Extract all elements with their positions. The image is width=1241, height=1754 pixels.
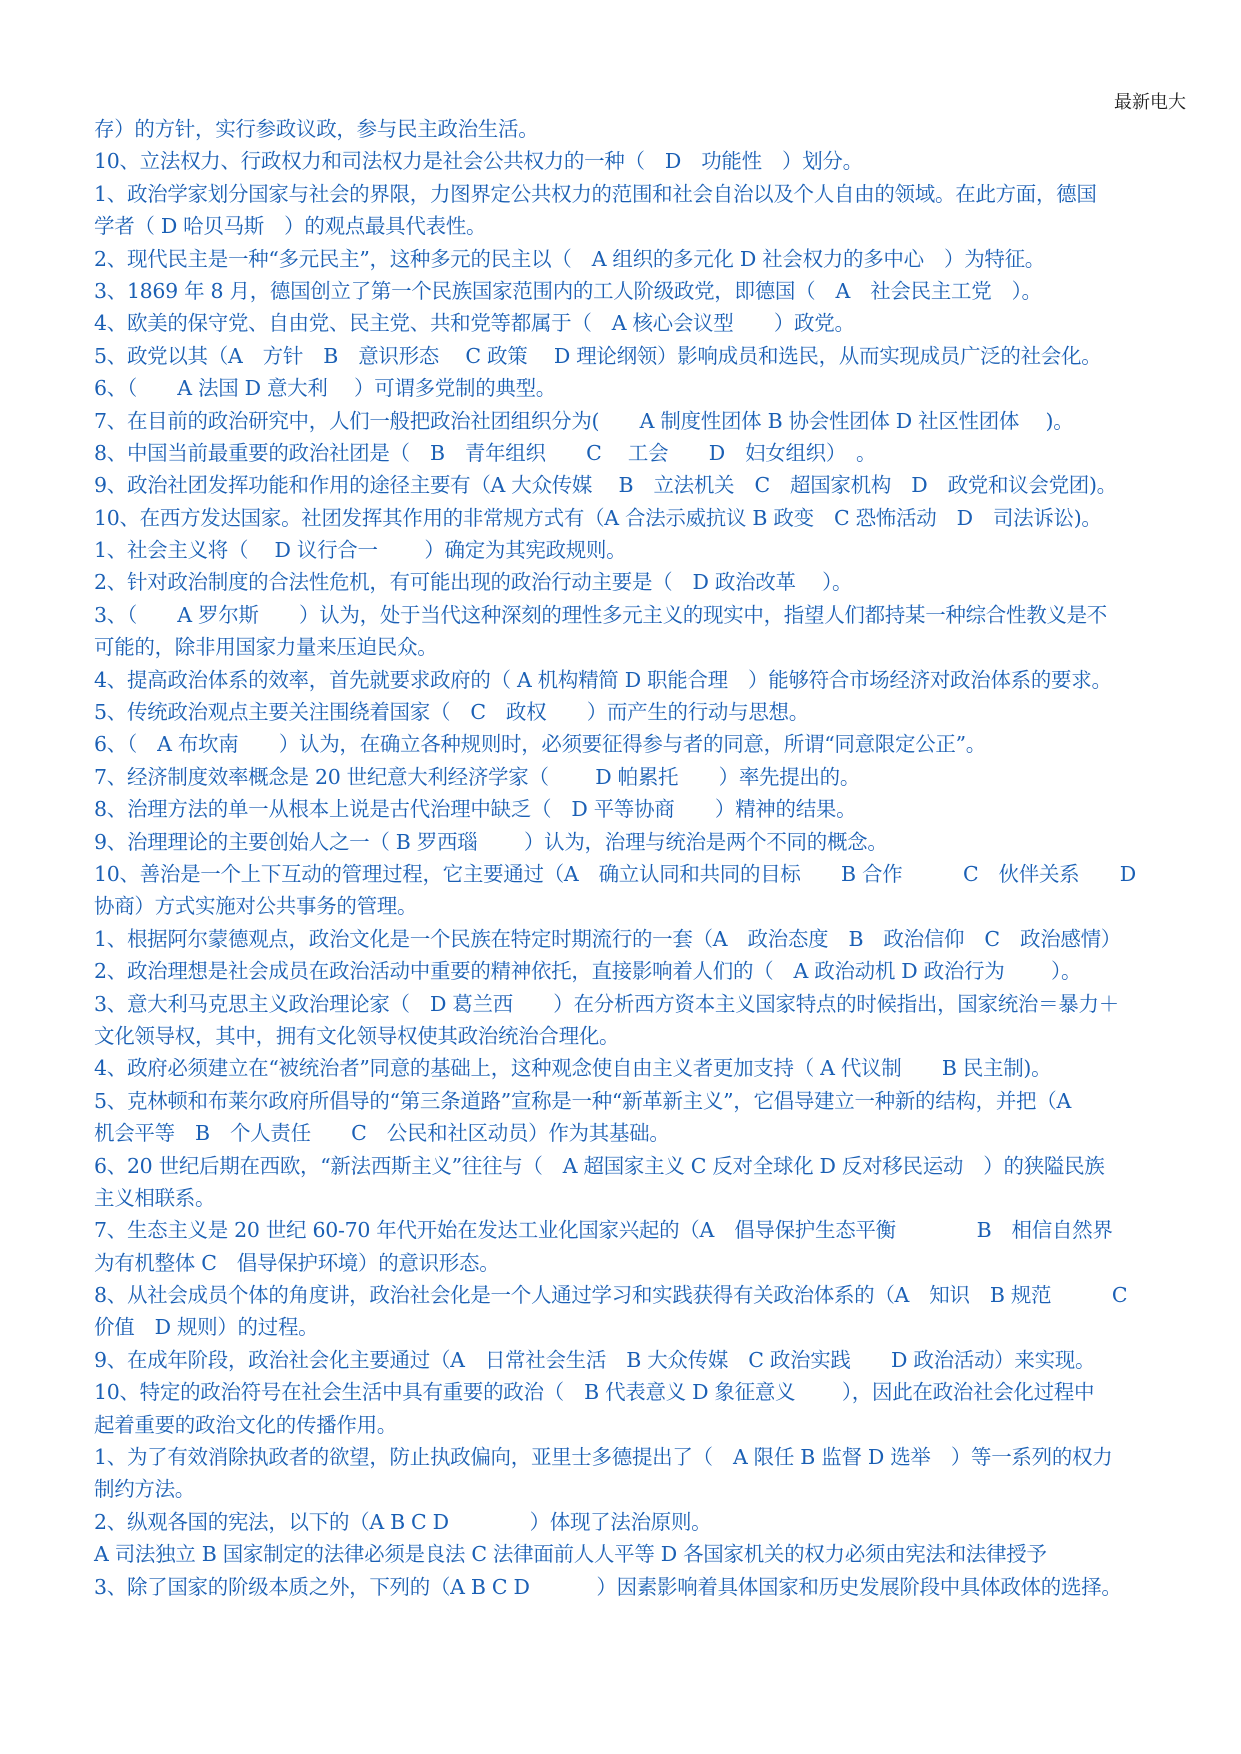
text-line: 7、生态主义是 20 世纪 60-70 年代开始在发达工业化国家兴起的（A 倡导保护生态平衡 B 相信自然界 [94,1218,1113,1243]
text-line: 文化领导权，其中，拥有文化领导权使其政治统治合理化。 [94,1023,620,1048]
text-line: 5、克林顿和布莱尔政府所倡导的“第三条道路”宣称是一种“新革新主义”，它倡导建立一种新的结构，并把（A [94,1088,1071,1113]
text-line: 7、经济制度效率概念是 20 世纪意大利经济学家（ D 帕累托 ）率先提出的。 [94,764,861,789]
text-line: 9、在成年阶段，政治社会化主要通过（A 日常社会生活 B 大众传媒 C 政治实践 D 政治活动）来实现。 [94,1347,1096,1372]
text-line: 起着重要的政治文化的传播作用。 [94,1412,397,1437]
text-line: 4、提高政治体系的效率，首先就要求政府的（ A 机构精简 D 职能合理 ）能够符合市场经济对政治体系的要求。 [94,667,1112,692]
text-line: 4、欧美的保守党、自由党、民主党、共和党等都属于（ A 核心会议型 ）政党。 [94,311,855,336]
text-line: 主义相联系。 [94,1185,216,1210]
text-line: 3、（ A 罗尔斯 ）认为，处于当代这种深刻的理性多元主义的现实中，指望人们都持某一种综合性教义是不 [94,602,1108,627]
text-line: 为有机整体 C 倡导保护环境）的意识形态。 [94,1250,500,1275]
text-line: A 司法独立 B 国家制定的法律必须是良法 C 法律面前人人平等 D 各国家机关的权力必须由宪法和法律授予 [94,1542,1047,1567]
text-line: 1、根据阿尔蒙德观点，政治文化是一个民族在特定时期流行的一套（A 政治态度 B 政治信仰 C 政治感情） [94,926,1121,951]
text-line: 5、政党以其（A 方针 B 意识形态 C 政策 D 理论纲领）影响成员和选民，从而实现成员广泛的社会化。 [94,343,1102,368]
text-line: 6、（ A 法国 D 意大利 ）可谓多党制的典型。 [94,376,556,401]
text-line: 8、治理方法的单一从根本上说是古代治理中缺乏（ D 平等协商 ）精神的结果。 [94,797,857,822]
text-line: 6、20 世纪后期在西欧，“新法西斯主义”往往与（ A 超国家主义 C 反对全球化 D 反对移民运动 ）的狭隘民族 [94,1153,1105,1178]
text-line: 3、1869 年 8 月，德国创立了第一个民族国家范围内的工人阶级政党，即德国（ A 社会民主工党 ）。 [94,278,1042,303]
text-line: 10、在西方发达国家。社团发挥其作用的非常规方式有（A 合法示威抗议 B 政变 C 恐怖活动 D 司法诉讼)。 [94,505,1102,530]
text-line: 2、针对政治制度的合法性危机，有可能出现的政治行动主要是（ D 政治改革 ）。 [94,570,853,595]
text-line: 4、政府必须建立在“被统治者”同意的基础上，这种观念使自由主义者更加支持（ A 代议制 B 民主制)。 [94,1056,1052,1081]
text-line: 8、中国当前最重要的政治社团是（ B 青年组织 C 工会 D 妇女组织） 。 [94,440,877,465]
text-line: 10、立法权力、行政权力和司法权力是社会公共权力的一种（ D 功能性 ）划分。 [94,149,863,174]
document-body [94,113,1204,1603]
text-line: 制约方法。 [94,1477,195,1502]
text-line: 1、为了有效消除执政者的欲望，防止执政偏向，亚里士多德提出了（ A 限任 B 监督 D 选举 ）等一系列的权力 [94,1445,1113,1470]
text-line: 6、（ A 布坎南 ）认为，在确立各种规则时，必须要征得参与者的同意，所谓“同意限定公正”。 [94,732,986,757]
text-line: 9、治理理论的主要创始人之一（ B 罗西瑙 ）认为，治理与统治是两个不同的概念。 [94,829,888,854]
text-line: 学者（ D 哈贝马斯 ）的观点最具代表性。 [94,214,487,239]
text-line: 2、政治理想是社会成员在政治活动中重要的精神依托，直接影响着人们的（ A 政治动机 D 政治行为 ）。 [94,959,1082,984]
text-line: 10、善治是一个上下互动的管理过程，它主要通过（A 确立认同和共同的目标 B 合作 C 伙伴关系 D [94,861,1136,886]
text-line: 3、除了国家的阶级本质之外，下列的（A B C D ）因素影响着具体国家和历史发展阶段中具体政体的选择。 [94,1574,1122,1599]
text-line: 存）的方针，实行参政议政，参与民主政治生活。 [94,117,539,141]
text-line: 7、在目前的政治研究中，人们一般把政治社团组织分为( A 制度性团体 B 协会性团体 D 社区性团体 )。 [94,408,1074,433]
page-header: 最新电大 [1114,92,1186,113]
text-line: 5、传统政治观点主要关注围绕着国家（ C 政权 ）而产生的行动与思想。 [94,700,809,725]
text-line: 9、政治社团发挥功能和作用的途径主要有（A 大众传媒 B 立法机关 C 超国家机构 D 政党和议会党团)。 [94,473,1117,498]
text-line: 10、特定的政治符号在社会生活中具有重要的政治（ B 代表意义 D 象征意义 ），因此在政治社会化过程中 [94,1380,1095,1405]
text-line: 2、现代民主是一种“多元民主”，这种多元的民主以（ A 组织的多元化 D 社会权力的多中心 ）为特征。 [94,246,1045,271]
text-line: 1、政治学家划分国家与社会的界限，力图界定公共权力的范围和社会自治以及个人自由的领域。在此方面，德国 [94,181,1097,206]
text-line: 可能的，除非用国家力量来压迫民众。 [94,635,438,660]
text-line: 2、纵观各国的宪法，以下的（A B C D ）体现了法治原则。 [94,1509,712,1534]
text-line: 3、意大利马克思主义政治理论家（ D 葛兰西 ）在分析西方资本主义国家特点的时候指出，国家统治＝暴力＋ [94,991,1119,1016]
text-line: 8、从社会成员个体的角度讲，政治社会化是一个人通过学习和实践获得有关政治体系的（A 知识 B 规范 C [94,1283,1128,1308]
text-line: 协商）方式实施对公共事务的管理。 [94,894,418,919]
text-line: 机会平等 B 个人责任 C 公民和社区动员）作为其基础。 [94,1121,670,1146]
text-line: 价值 D 规则）的过程。 [94,1315,319,1340]
text-line: 1、社会主义将（ D 议行合一 ）确定为其宪政规则。 [94,538,627,563]
